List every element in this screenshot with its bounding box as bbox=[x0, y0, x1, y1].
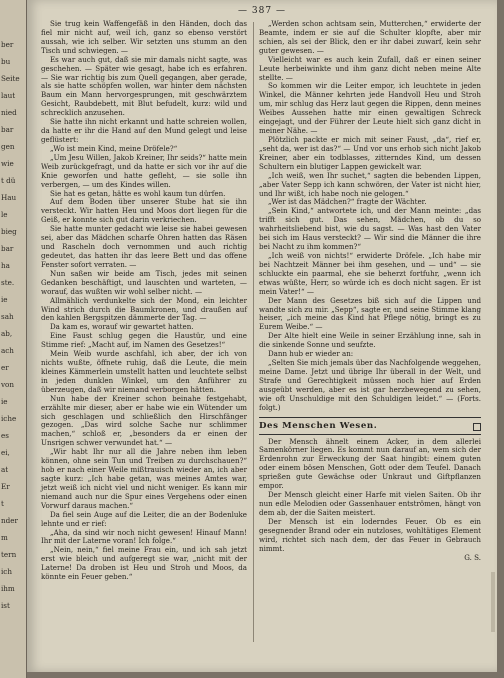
paragraph: „Wo ist mein Kind, meine Dröfele?“ bbox=[50, 143, 178, 153]
paragraph: „Selten Sie mich jemals über das Nachfolgende weggehen, meine Dame. Jetzt und übrige Ihr überall in der Welt, und Strafe und Gerechtigkeit müssen noch hier auf Erden ausgeübt werden, aber es ist gar herzbewegend zu sehen, wie oft Unschuldige mit den Schuldigen leidet.“ — (Forts. folgt.) bbox=[259, 358, 481, 412]
paragraph: Der Alte hielt eine Weile in seiner Erzählung inne, sah in die sinkende Sonne und seufzte. bbox=[259, 331, 481, 350]
previous-page-fragment: ber bbox=[1, 40, 14, 49]
section-body bbox=[259, 438, 481, 554]
paragraph: „Nein, nein,“ fiel meine Frau ein, und ich sah jetzt erst wie bleich und aufgeregt sie war, „nicht mit der Laterne! Da droben ist Heu und Stroh und Moos, da könnte ein Feuer geben.“ bbox=[41, 545, 247, 582]
column-divider bbox=[253, 22, 254, 642]
previous-page-fragment: ab, bbox=[1, 329, 13, 338]
left-column bbox=[41, 20, 247, 582]
previous-page-fragment: sah bbox=[1, 312, 14, 321]
previous-page-fragment: ach bbox=[1, 346, 14, 355]
previous-page-fragment: wie bbox=[1, 159, 14, 168]
page-number: — 387 — bbox=[238, 6, 286, 16]
previous-page-fragment: bar bbox=[1, 125, 14, 134]
previous-page-fragment: von bbox=[1, 380, 15, 389]
previous-page-fragment: le bbox=[1, 210, 8, 219]
paragraph: Da kam es, worauf wir gewartet hatten. bbox=[50, 322, 194, 332]
paragraph: „Werden schon achtsam sein, Mutterchen,“ erwiderte der Beamte, indem er sie auf die Schulter klopfte, aber mir schien, als sei der Blick, den er ihr dabei zuwarf, kein sehr guter gewesen. — bbox=[259, 19, 481, 55]
story-continuation bbox=[259, 20, 481, 413]
book-page bbox=[27, 0, 497, 672]
previous-page-fragment: ist bbox=[1, 601, 10, 610]
previous-page-edge bbox=[0, 0, 27, 678]
previous-page-fragment: ste. bbox=[1, 278, 15, 287]
paragraph: Dann hub er wieder an: bbox=[268, 349, 354, 359]
paragraph: Es war auch gut, daß sie mir damals nicht sagte, was geschehen. — Später wie gesagt, habe ich es erfahren. — Sie war richtig bis zum Quell gegangen, aber gerade, als sie hatte schöpfen wollen, war hinter dem nächsten Baum ein Mann hervorgesprungen, mit geschwärztem Gesicht, Raubdebett, mit Blut befudelt, kurz: wild und schrecklich anzusehen. bbox=[41, 54, 247, 118]
paragraph: „Aha, da sind wir noch nicht gewesen! Hinauf Mann! Ihr mit der Laterne voran! Ich folge.“ bbox=[41, 527, 247, 546]
previous-page-fragment: ei, bbox=[1, 448, 10, 457]
paragraph: Da fiel sein Auge auf die Leiter, die an der Bodenluke lehnte und er rief: bbox=[41, 509, 247, 528]
paragraph: Vielleicht war es auch kein Zufall, daß er einen seiner Leute herbeiwinkte und ihm ganz dicht neben meine Alte stellte. — bbox=[259, 54, 481, 82]
previous-page-fragment: bieg bbox=[1, 227, 17, 236]
previous-page-fragment: t dü bbox=[1, 176, 16, 185]
previous-page-fragment: Hau bbox=[1, 193, 17, 202]
paragraph: Sie hatte munter gedacht wie leise sie habei gewesen sei, aber das Mädchen scharfe Ohren hatten das Räsen und Rascheln doch vernommen und auch richtig gedeutet, das hatten ihr das leere Bett und das offene Fenster sofort verraten. — bbox=[41, 224, 247, 269]
paragraph: Sie hat es getan, hätte es wohl kaum tun dürfen. bbox=[50, 188, 226, 198]
previous-page-fragment: nder bbox=[1, 516, 18, 525]
paragraph: Mein Weib wurde aschfahl, ich aber, der ich von nichts wußte, öffnete ruhig, daß die Leute, die mein kleines Kämmerlein umstellt hatten und leuchtete selbst in jeden dunklen Winkel, um den Anführer zu überzeugen, daß wir niemand verborgen hätten. bbox=[41, 349, 247, 394]
section-signature: G. S. bbox=[464, 552, 481, 562]
square-ornament-icon bbox=[473, 423, 481, 431]
paragraph: Nun habe der Kreiner schon beinahe festgehabt, erzählte mir dieser, aber er habe wie ein Wütender um sich geschlagen und schließlich den Hirschfänger gezogen. „Das wird solche Sache nur schlimmer machen,“ schloß er, „besonders da er einen der Unsrigen schwer verwundet hat.“ — bbox=[41, 393, 247, 448]
paragraph: Der Mensch gleicht einer Harfe mit vielen Saiten. Ob ihr nun edle Melodien oder Gassenhauer entströmen, hängt von dem ab, der die Saiten meistert. bbox=[259, 490, 481, 517]
paragraph: Der Mensch ähnelt einem Acker, in dem allerlei Samenkörner liegen. Es kommt nun darauf an, wem sich der Erdenrohn zur Erweckung der Saat hingibt: einem guten oder einem bösen Menschen, Gott oder dem Teufel. Danach sprießen gute Gewächse oder Unkraut und Giftpflanzen empor. bbox=[259, 436, 481, 491]
previous-page-fragment: er bbox=[1, 363, 9, 372]
section-heading bbox=[259, 421, 481, 432]
previous-page-fragment: tern bbox=[1, 550, 17, 559]
paragraph: Der Mann des Gesetzes biß sich auf die Lippen und wandte sich zu mir. „Sepp“, sagte er, und seine Stimme klang heiser, „ich meine das Kind hat Pflege nötig, bringt es zu Eurem Weibe.“ — bbox=[259, 295, 481, 332]
previous-page-fragment: bar bbox=[1, 244, 14, 253]
paragraph: Auf dem Boden über unserer Stube hat sie ihn versteckt. Wir hatten Heu und Moos dort liegen für die Geiß, er konnte sich gut darin verkriechen. bbox=[41, 197, 247, 225]
paragraph: „Sein Kind,“ antwortete ich, und der Mann meinte: „das trifft sich gut. Das sehen, Mädchen, ob du so wahrheitsliebend bist, wie du sagst. — Was hast den Vater bei sich im Haus versteckt? — Wir sind die Männer die ihre bei Nacht zu ihm kommen?“ bbox=[259, 206, 481, 252]
paragraph: Eine Faust schlug gegen die Haustür, und eine Stimme rief: „Macht auf, im Namen des Gesetzes!“ bbox=[41, 331, 247, 350]
previous-page-fragment: laut bbox=[1, 91, 16, 100]
paragraph: Sie trug kein Waffengefäß in den Händen, doch das fiel mir nicht auf, weil ich, ganz so ebenso verstört aussah, wie ich selber. Wir setzten uns stumm an den Tisch und schwiegen. — bbox=[41, 19, 247, 55]
previous-page-fragment: iche bbox=[1, 414, 17, 423]
paragraph: Nun saßen wir beide am Tisch, jedes mit seinen Gedanken beschäftigt, und lauschten und warteten, — worauf, das wußten wir wohl selber nicht. — bbox=[41, 268, 247, 296]
previous-page-fragment: es bbox=[1, 431, 9, 440]
section-rule-bottom bbox=[259, 434, 481, 435]
page-edge-strip bbox=[491, 572, 495, 632]
paragraph: „Ich weiß von nichts!“ erwiderte Dröfele. „Ich habe mir bei Nachtzeit Männer bei ihm gesehen, und — und“ — sie schluckte ein paarmal, ehe sie beherzt fortfuhr, „wenn ich etwas wüßte, Herr, so würde ich es doch nicht sagen. Er ist mein Vater!“ — bbox=[259, 250, 481, 296]
previous-page-fragment: ihm bbox=[1, 584, 15, 593]
previous-page-fragment: t bbox=[1, 499, 4, 508]
paragraph: „Wir habt Ihr nur all die Jahre neben ihm leben können, ohne sein Tun und Treiben zu durchschauen?“ hob er nach einer Weile mißtrauisch wieder an, ich aber sagte kurz: „Ich habe getan, was meines Amtes war, jetzt weiß ich nicht viel und nicht weniger. Es kann mir niemand auch nur die Spur eines Vergehens oder einen Vorwurf daraus machen.“ bbox=[41, 447, 247, 510]
previous-page-fragment: ich bbox=[1, 567, 12, 576]
paragraph: Der Mensch ist ein loderndes Feuer. Ob es ein gesegnender Brand oder ein nutzloses, wohltätiges Element wird, richtet sich nach dem, der das Feuer in Gebrauch nimmt. bbox=[259, 516, 481, 553]
previous-page-fragment: Seite bbox=[1, 74, 20, 83]
paragraph: Plötzlich packte er mich mit seiner Faust, „da“, rief er, „seht da, wer ist das?“ — Und vor uns erhob sich nicht Jakob Kreiner, aber ein todblasses, zitterndes Kind, um dessen Schultern ein blutiger Lappen gewickelt war. bbox=[259, 134, 481, 171]
previous-page-fragment: gen bbox=[1, 142, 15, 151]
section-title: Des Menschen Wesen. bbox=[259, 420, 378, 431]
paragraph: „Um Jesu Willen, Jakob Kreiner, Ihr seids?“ hatte mein Weib zurückgefragt, und da hatte er sich vor ihr auf die Knie geworfen und hatte gefleht, — sie solle ihn verbergen, — um des Kindes willen. bbox=[41, 152, 247, 189]
paragraph: „Wer ist das Mädchen?“ fragte der Wächter. bbox=[268, 197, 427, 207]
previous-page-fragment: m bbox=[1, 533, 8, 542]
paragraph: Allmählich verdunkelte sich der Mond, ein leichter Wind strich durch die Baumkronen, und draußen auf den kahlen Bergspitzen dämmerte der Tag. — bbox=[41, 295, 247, 323]
previous-page-fragment: bu bbox=[1, 57, 11, 66]
previous-page-fragment: at bbox=[1, 465, 9, 474]
paragraph: Sie hatte ihn nicht erkannt und hatte schreien wollen, da hatte er ihr die Hand auf den Mund gelegt und leise geflüstert: bbox=[41, 117, 247, 144]
paragraph: So kommen wir die Leiter empor, ich leuchtete in jeden Winkel, die Männer kehrten jede Handvoll Heu und Stroh um, mir schlug das Herz laut gegen die Rippen, denn meines Weibes Aussehen hatte mir einen gewaltigen Schreck eingejagt, und der Führer der Leute hielt sich ganz dicht in meiner Nähe. — bbox=[259, 81, 481, 136]
section-rule bbox=[259, 417, 481, 418]
paragraph: „Ich weiß, wen Ihr suchet,“ sagten die bebenden Lippen, „aber Vater Sepp ich kann schwören, der Vater ist nicht hier, und Ihr wißt, ich habe noch nie gelogen.“ bbox=[259, 170, 481, 198]
previous-page-fragment: ie bbox=[1, 295, 8, 304]
previous-page-fragment: nied bbox=[1, 108, 17, 117]
previous-page-fragment: ha bbox=[1, 261, 10, 270]
previous-page-fragment: ie bbox=[1, 397, 8, 406]
previous-page-fragment: Er bbox=[1, 482, 10, 491]
right-column bbox=[259, 20, 481, 562]
